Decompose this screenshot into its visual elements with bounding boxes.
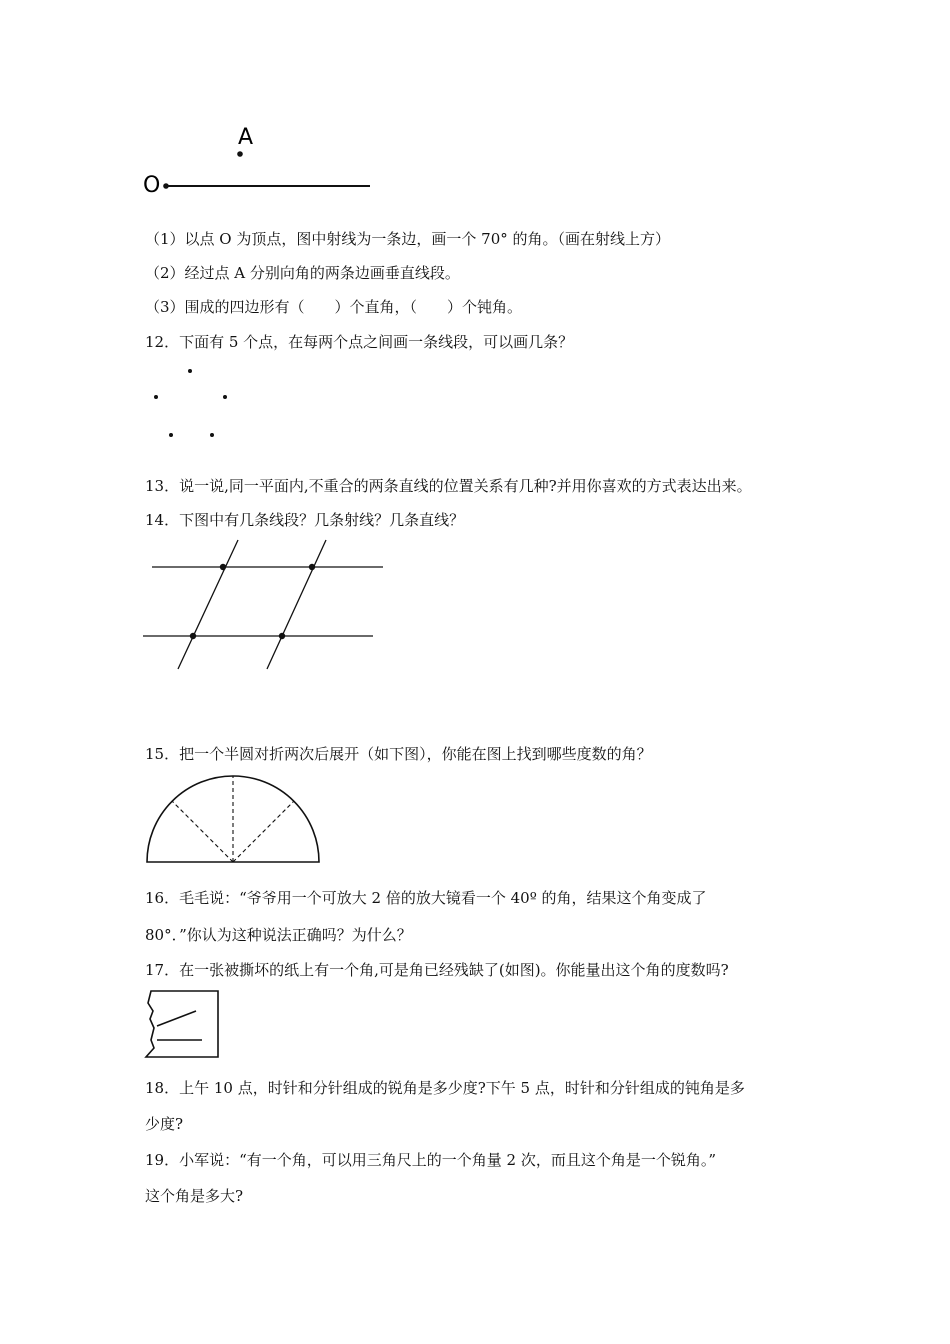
q13-text: 13．说一说,同一平面内,不重合的两条直线的位置关系有几种?并用你喜欢的方式表达出来。 [145,477,752,495]
q12-text: 12．下面有 5 个点，在每两个点之间画一条线段，可以画几条？ [145,333,574,351]
intersection-point [220,564,226,570]
point-o-label: O [143,173,161,198]
intersection-point [190,633,196,639]
fold-line-right [233,801,294,862]
slant-line-left [178,540,238,669]
intersection-point [309,564,315,570]
dot [210,433,214,437]
q16-line1: 16．毛毛说：“爷爷用一个可放大 2 倍的放大镜看一个 40º 的角，结果这个角变成了 [145,889,707,907]
angle-side-upper [157,1011,196,1026]
intersection-point [279,633,285,639]
q15-text: 15．把一个半圆对折两次后展开（如下图），你能在图上找到哪些度数的角？ [145,745,652,763]
q18-line2: 少度? [145,1115,184,1133]
point-a [237,151,243,157]
point-a-label: A [238,125,254,150]
lines-figure [140,535,390,675]
q11-part3: （3）围成的四边形有（ ）个直角，（ ）个钝角。 [145,298,523,316]
semicircle-figure [140,770,330,870]
torn-paper-outline [146,991,218,1057]
q11-part1: （1）以点 O 为顶点，图中射线为一条边，画一个 70° 的角。（画在射线上方） [145,230,671,248]
ray-figure [140,120,380,200]
q19-line1: 19．小军说：“有一个角，可以用三角尺上的一个角量 2 次，而且这个角是一个锐角。” [145,1151,717,1169]
q14-text: 14．下图中有几条线段？几条射线？几条直线？ [145,511,465,529]
q17-text: 17．在一张被撕坏的纸上有一个角,可是角已经残缺了(如图)。你能量出这个角的度数吗? [145,961,729,979]
q11-part2: （2）经过点 A 分别向角的两条边画垂直线段。 [145,264,460,282]
dot [223,395,227,399]
slant-line-right [267,540,326,669]
torn-paper-figure [140,985,230,1065]
q19-line2: 这个角是多大? [145,1187,244,1205]
dot [169,433,173,437]
five-dots-figure [140,360,250,450]
fold-line-left [172,801,233,862]
dot [154,395,158,399]
q16-line2: 80°．”你认为这种说法正确吗？为什么？ [145,926,412,944]
q18-line1: 18．上午 10 点，时针和分针组成的锐角是多少度?下午 5 点，时针和分针组成的钝角是多 [145,1079,745,1097]
dot [188,369,192,373]
